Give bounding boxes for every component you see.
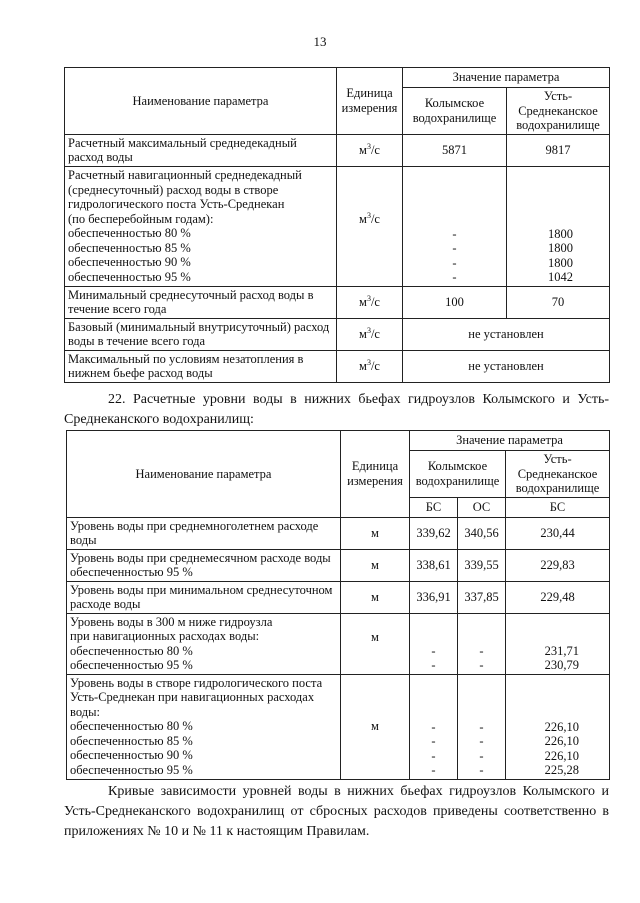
row-bs-ust-values: 226,10 226,10 226,10 225,28 [506, 674, 610, 779]
row-os-value: 340,56 [458, 517, 506, 549]
table-row [65, 318, 610, 350]
row-name: Максимальный по условиям незатопления в нижнем бьефе расход воды [65, 350, 337, 382]
row-name: Уровень воды при среднемноголетнем расходе воды [67, 517, 341, 549]
header-kolyma: Колымское водохранилище [410, 451, 506, 498]
row-unit: м [341, 674, 410, 779]
header-value: Значение параметра [410, 431, 610, 451]
header-ust: Усть-Среднеканское водохранилище [507, 88, 610, 135]
row-bs-value: 338,61 [410, 549, 458, 581]
header-bs: БС [410, 497, 458, 517]
header-bs-ust: БС [506, 497, 610, 517]
row-unit: $м^3/с$ [337, 134, 403, 166]
row-unit: $м^3/с$ [337, 350, 403, 382]
table-row [67, 517, 610, 549]
row-name: Базовый (минимальный внутрисуточный) расход воды в течение всего года [65, 318, 337, 350]
table-row [67, 674, 610, 779]
header-param-name: Наименование параметра [67, 431, 341, 518]
row-name: Уровень воды в 300 м ниже гидроузла при навигационных расходах воды: обеспеченностью 80 % обеспеченностью 95 % [67, 613, 341, 674]
row-ust-value: 9817 [507, 134, 610, 166]
row-name: Уровень воды при минимальном среднесуточном расходе воды [67, 581, 341, 613]
table-row [65, 134, 610, 166]
row-bs-ust-value: 229,83 [506, 549, 610, 581]
row-bs-values: - - [410, 613, 458, 674]
row-ust-values: 1800 1800 1800 1042 [507, 166, 610, 286]
row-bs-ust-value: 230,44 [506, 517, 610, 549]
row-name: Минимальный среднесуточный расход воды в течение всего года [65, 286, 337, 318]
header-value: Значение параметра [403, 68, 610, 88]
row-bs-value: 339,62 [410, 517, 458, 549]
paragraph-22: 22. Расчетные уровни воды в нижних бьефах гидроузлов Колымского и Усть-Среднеканского водохранилищ: [64, 392, 609, 427]
row-ust-value: 70 [507, 286, 610, 318]
row-name: Расчетный навигационный среднедекадный (среднесуточный) расход воды в створе гидрологического поста Усть-Среднекан (по бесперебойным годам): обеспеченностью 80 % обеспеченностью 85 % обеспеченностью 90 % обеспеченностью 95 % [65, 166, 337, 286]
row-os-values: - - - - [458, 674, 506, 779]
table-row [67, 549, 610, 581]
row-name: Уровень воды при среднемесячном расходе воды обеспеченностью 95 % [67, 549, 341, 581]
row-kolyma-values: - - - - [403, 166, 507, 286]
row-unit: $м^3/с$ [337, 286, 403, 318]
row-os-values: - - [458, 613, 506, 674]
table-row [65, 350, 610, 382]
row-unit: м [341, 581, 410, 613]
row-unit: $м^3/с$ [337, 318, 403, 350]
row-unit: м [341, 517, 410, 549]
row-merged-value: не установлен [403, 318, 610, 350]
header-os: ОС [458, 497, 506, 517]
row-kolyma-value: 5871 [403, 134, 507, 166]
row-bs-values: - - - - [410, 674, 458, 779]
page-number: 13 [313, 34, 327, 49]
row-bs-ust-value: 229,48 [506, 581, 610, 613]
table-row [67, 581, 610, 613]
header-param-name: Наименование параметра [65, 68, 337, 135]
table-row [67, 613, 610, 674]
header-ust: Усть-Среднеканское водохранилище [506, 451, 610, 498]
table-discharge-parameters [64, 67, 610, 383]
header-unit: Единица измерения [341, 431, 410, 518]
paragraph-curves: Кривые зависимости уровней воды в нижних бьефах гидроузлов Колымского и Усть-Среднеканского водохранилищ от сбросных расходов приведены соответственно в приложениях № 10 и № 11 к настоящим Правилам. [64, 784, 609, 839]
row-bs-value: 336,91 [410, 581, 458, 613]
row-name: Уровень воды в створе гидрологического поста Усть-Среднекан при навигационных расходах воды: обеспеченностью 80 % обеспеченностью 85 % обеспеченностью 90 % обеспеченностью 95 % [67, 674, 341, 779]
row-bs-ust-values: 231,71 230,79 [506, 613, 610, 674]
row-unit: м [341, 613, 410, 674]
table-row [65, 286, 610, 318]
header-unit: Единица измерения [337, 68, 403, 135]
row-kolyma-value: 100 [403, 286, 507, 318]
row-merged-value: не установлен [403, 350, 610, 382]
table-row [65, 166, 610, 286]
header-kolyma: Колымское водохранилище [403, 88, 507, 135]
row-unit: $м^3/с$ [337, 166, 403, 286]
table-water-levels [66, 430, 610, 780]
row-os-value: 337,85 [458, 581, 506, 613]
row-os-value: 339,55 [458, 549, 506, 581]
row-unit: м [341, 549, 410, 581]
row-name: Расчетный максимальный среднедекадный расход воды [65, 134, 337, 166]
